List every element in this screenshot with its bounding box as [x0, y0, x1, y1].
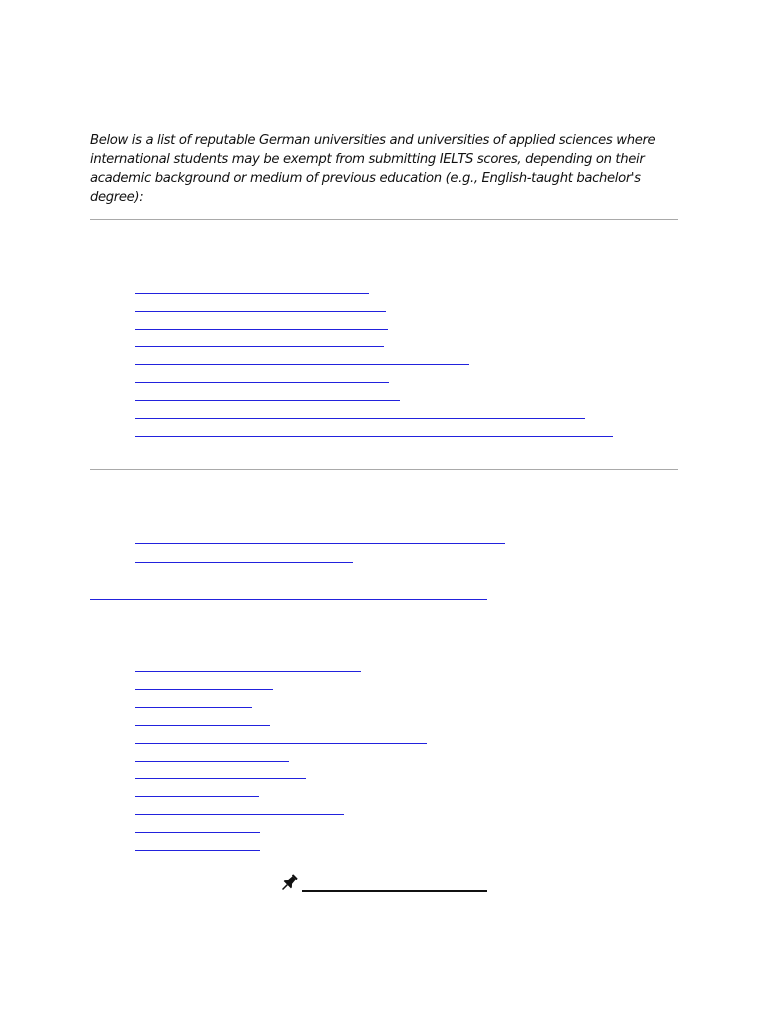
pushpin-icon [278, 872, 300, 894]
link-underline[interactable] [135, 761, 289, 762]
link-underline[interactable] [90, 599, 487, 600]
link-underline[interactable] [135, 671, 361, 672]
link-underline[interactable] [135, 850, 260, 851]
link-underline[interactable] [135, 364, 469, 365]
link-underline[interactable] [135, 778, 306, 779]
link-underline[interactable] [135, 832, 260, 833]
link-underline[interactable] [135, 707, 252, 708]
link-underline[interactable] [135, 329, 388, 330]
link-underline[interactable] [135, 814, 344, 815]
link-underline[interactable] [135, 689, 273, 690]
link-underline[interactable] [135, 400, 400, 401]
link-underline[interactable] [135, 293, 369, 294]
link-underline[interactable] [135, 725, 270, 726]
section-divider [90, 219, 678, 220]
link-underline[interactable] [135, 743, 427, 744]
link-underline[interactable] [135, 436, 613, 437]
link-underline[interactable] [135, 543, 505, 544]
intro-paragraph: Below is a list of reputable German universities and universities of applied sciences where international students may be exempt from submitting IELTS scores, depending on their academic background or medium of previous education (e.g., English-taught bachelor's degree): [90, 133, 656, 205]
link-underline[interactable] [135, 311, 386, 312]
link-underline[interactable] [135, 418, 585, 419]
section-divider [90, 469, 678, 470]
link-underline[interactable] [135, 796, 259, 797]
link-underline[interactable] [135, 346, 384, 347]
link-underline[interactable] [135, 562, 353, 563]
link-underline[interactable] [135, 382, 389, 383]
signature-line [302, 890, 487, 892]
